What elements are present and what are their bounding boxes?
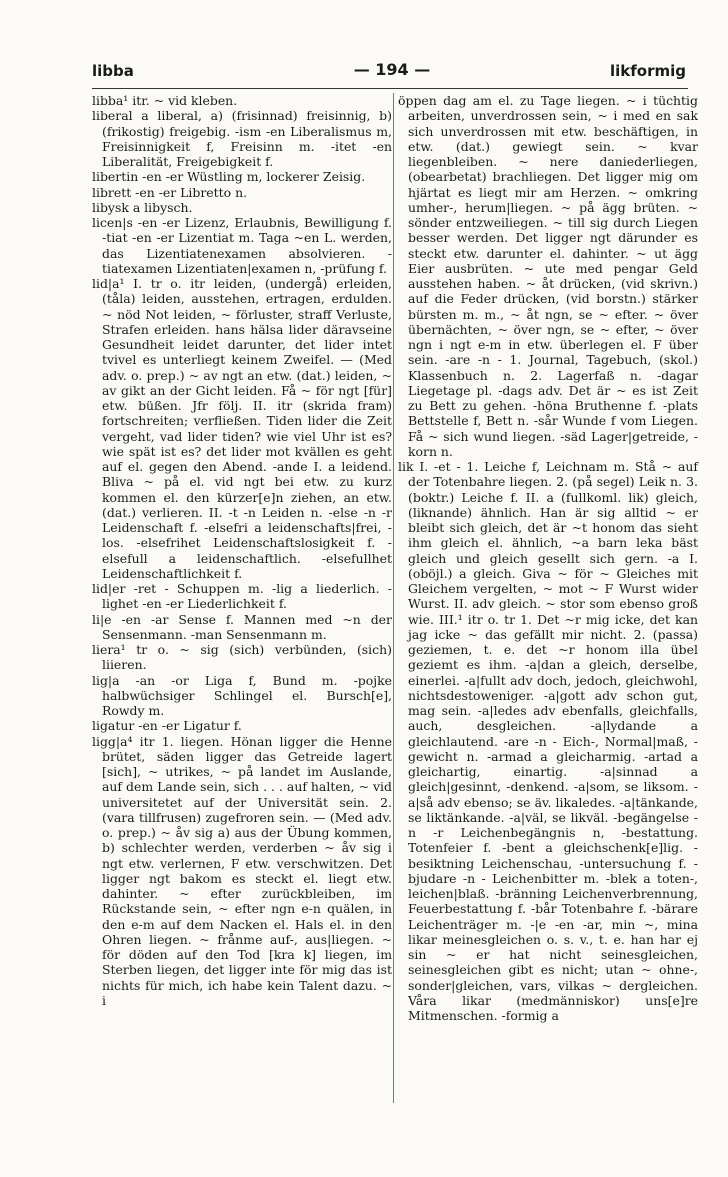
header-rule <box>92 88 688 89</box>
left-guide-word: libba <box>92 62 134 80</box>
entry-lik: lik I. -et - 1. Leiche f, Leichnam m. Stå ~ auf der Totenbahre liegen. 2. (på segel) Leik n. 3. (boktr.) Leiche f. II. a (fullkoml. lik) gleich, (liknande) ähnlich. Han är sig alltid ~ er bleibt sich gleich, det är ~t honom das sieht ihm gleich el. ähnlich, ~a barn leka bäst gleich und gleich gesellt sich gern. -a I. (oböjl.) a gleich. Giva ~ för ~ Gleiches mit Gleichem vergelten, ~ mot ~ F Wurst wider Wurst. II. adv gleich. ~ stor som ebenso groß wie. III.¹ itr o. tr 1. Det ~r mig icke, det kan jag icke ~ das gefällt mir nicht. 2. (passa) geziemen, t. e. det ~r honom illa übel geziemt es ihm. -a|dan a gleich, derselbe, einerlei. -a|fullt adv doch, jedoch, gleichwohl, nichtsdestoweniger. -a|gott adv schon gut, mag sein. -a|ledes adv ebenfalls, gleichfalls, auch, desgleichen. -a|lydande a gleichlautend. -are -n - Eich-, Normal|maß, -gewicht n. -armad a gleicharmig. -artad a gleichartig, einartig. -a|sinnad a gleich|gesinnt, -denkend. -a|som, se liksom. -a|så adv ebenso; se äv. likaledes. -a|tänkande, se liktänkande. -a|väl, se likväl. -begängelse -n -r Leichenbegängnis n, -bestattung. Totenfeier f. -bent a gleichschenk[e]lig. -besiktning Leichenschau, -untersuchung f. -bjudare -n - Leichenbitter m. -blek a toten-, leichen|blaß. -bränning Leichenverbrennung, Feuerbestattung f. -bår Totenbahre f. -bärare Leichenträger m. -|e -en -ar, min ~, mina likar meinesgleichen o. s. v., t. e. han har ej sin ~ er hat nicht seinesgleichen, seinesgleichen gibt es nicht; utan ~ ohne-, sonder|gleichen, vars, vilkas ~ dergleichen. Våra likar (medmänniskor) uns[e]re Mitmenschen. -formig a <box>398 459 698 1023</box>
left-column <box>92 93 392 1008</box>
running-head <box>92 60 686 86</box>
entry-liberal: liberal a liberal, a) (frisinnad) freisinnig, b) (frikostig) freigebig. -ism -en Liberalismus m, Freisinnigkeit f, Freisinn m. -itet -en Liberalität, Freigebigkeit f. <box>92 108 392 169</box>
entry-ligga-continued: öppen dag am el. zu Tage liegen. ~ i tüchtig arbeiten, unverdrossen sein, ~ i med en sak sich unverdrossen mit etw. beschäftigen, in etw. (dat.) gewiegt sein. ~ kvar liegenbleiben. ~ nere daniederliegen, (obearbetat) brachliegen. Det ligger mig om hjärtat es liegt mir am Herzen. ~ omkring umher-, herum|liegen. ~ på ägg brüten. ~ sönder entzweiliegen. ~ till sig durch Liegen besser werden. Det ligger ngt därunder es steckt etw. darunter el. dahinter. ~ ut ägg Eier ausbrüten. ~ ute med pengar Geld ausstehen haben. ~ åt drücken, (vid skrivn.) auf die Feder drücken, (vid borstn.) stärker bürsten m. m., ~ åt ngn, se ~ efter. ~ över übernächten, ~ över ngn, se ~ efter, ~ över ngn i ngt e-m in etw. überlegen el. F über sein. -are -n - 1. Journal, Tagebuch, (skol.) Klassenbuch n. 2. Lagerfaß n. -dagar Liegetage pl. -dags adv. Det är ~ es ist Zeit zu Bett zu gehen. -höna Bruthenne f. -plats Bettstelle f, Bett n. -sår Wunde f vom Liegen. Få ~ sich wund liegen. -säd Lager|getreide, -korn n. <box>398 93 698 459</box>
entry-ligga: ligg|a⁴ itr 1. liegen. Hönan ligger die Henne brütet, säden ligger das Getreide lagert [sich], ~ utrikes, ~ på landet im Auslande, auf dem Lande sein, sich . . . auf halten, ~ vid universitetet auf der Universität sein. 2. (vara tillfrusen) zugefroren sein. — (Med adv. o. prep.) ~ åv sig a) aus der Übung kommen, b) schlechter werden, verderben ~ åv sig i ngt etw. verlernen, F etw. verschwitzen. Det ligger ngt bakom es steckt el. liegt etw. dahinter. ~ efter zurückbleiben, im Rückstande sein, ~ efter ngn e-n quälen, in den e-m auf dem Nacken el. Hals el. in den Ohren liegen. ~ frånme auf-, aus|liegen. ~ för döden auf den Tod [kra k] liegen, im Sterben liegen, det ligger inte för mig das ist nichts für mich, ich habe kein Talent dazu. ~ i <box>92 733 392 1008</box>
entry-liera: liera¹ tr o. ~ sig (sich) verbünden, (sich) liieren. <box>92 642 392 673</box>
entry-libysk: libysk a libysch. <box>92 199 193 215</box>
entry-liga: lig|a -an -or Liga f, Bund m. -pojke halbwüchsiger Schlingel el. Bursch[e], Rowdy m. <box>92 672 392 718</box>
entry-licens: licen|s -en -er Lizenz, Erlaubnis, Bewilligung f. -tiat -en -er Lizentiat m. Taga ~en L. werden, das Lizentiatenexamen absolvieren. -tiatexamen Lizentiaten|examen n, -prüfung f. <box>92 215 392 276</box>
entry-librett: librett -en -er Libretto n. <box>92 184 248 200</box>
entry-libba: libba¹ itr. ~ vid kleben. <box>92 93 238 108</box>
entry-lie: li|e -en -ar Sense f. Mannen med ~n der Sensenmann. -man Sensenmann m. <box>92 611 392 642</box>
right-column <box>398 93 698 1023</box>
entry-ligatur: ligatur -en -er Ligatur f. <box>92 718 242 734</box>
page-number: — 194 — <box>353 60 431 79</box>
entry-lider: lid|er -ret - Schuppen m. -lig a liederlich. -lighet -en -er Liederlichkeit f. <box>92 581 392 612</box>
column-divider <box>393 93 394 1103</box>
entry-lida: lid|a¹ I. tr o. itr leiden, (undergå) erleiden, (tåla) leiden, ausstehen, ertragen, erdulden. ~ nöd Not leiden, ~ förluster, straff Verluste, Strafen erleiden. hans hälsa lider däravseine Gesundheit leidet darunter, det lider intet tvivel es unterliegt keinem Zweifel. — (Med adv. o. prep.) ~ av ngt an etw. (dat.) leiden, ~ av gikt an der Gicht leiden. Få ~ för ngt [für] etw. büßen. Jfr följ. II. itr (skrida fram) fortschreiten; verfließen. Tiden lider die Zeit vergeht, vad lider tiden? wie viel Uhr ist es? wie spät ist es? det lider mot kvällen es geht auf el. gegen den Abend. -ande I. a leidend. Bliva ~ på el. vid ngt bei etw. zu kurz kommen el. den kürzer[e]n ziehen, an etw. (dat.) verlieren. II. -t -n Leiden n. -else -n -r Leidenschaft f. -elsefri a leidenschafts|frei, -los. -elsefrihet Leidenschaftslosigkeit f. -elsefull a leidenschaftlich. -elsefullhet Leidenschaftlichkeit f. <box>92 276 392 581</box>
entry-libertin: libertin -en -er Wüstling m, lockerer Zeisig. <box>92 169 366 185</box>
right-guide-word: likformig <box>610 62 686 80</box>
